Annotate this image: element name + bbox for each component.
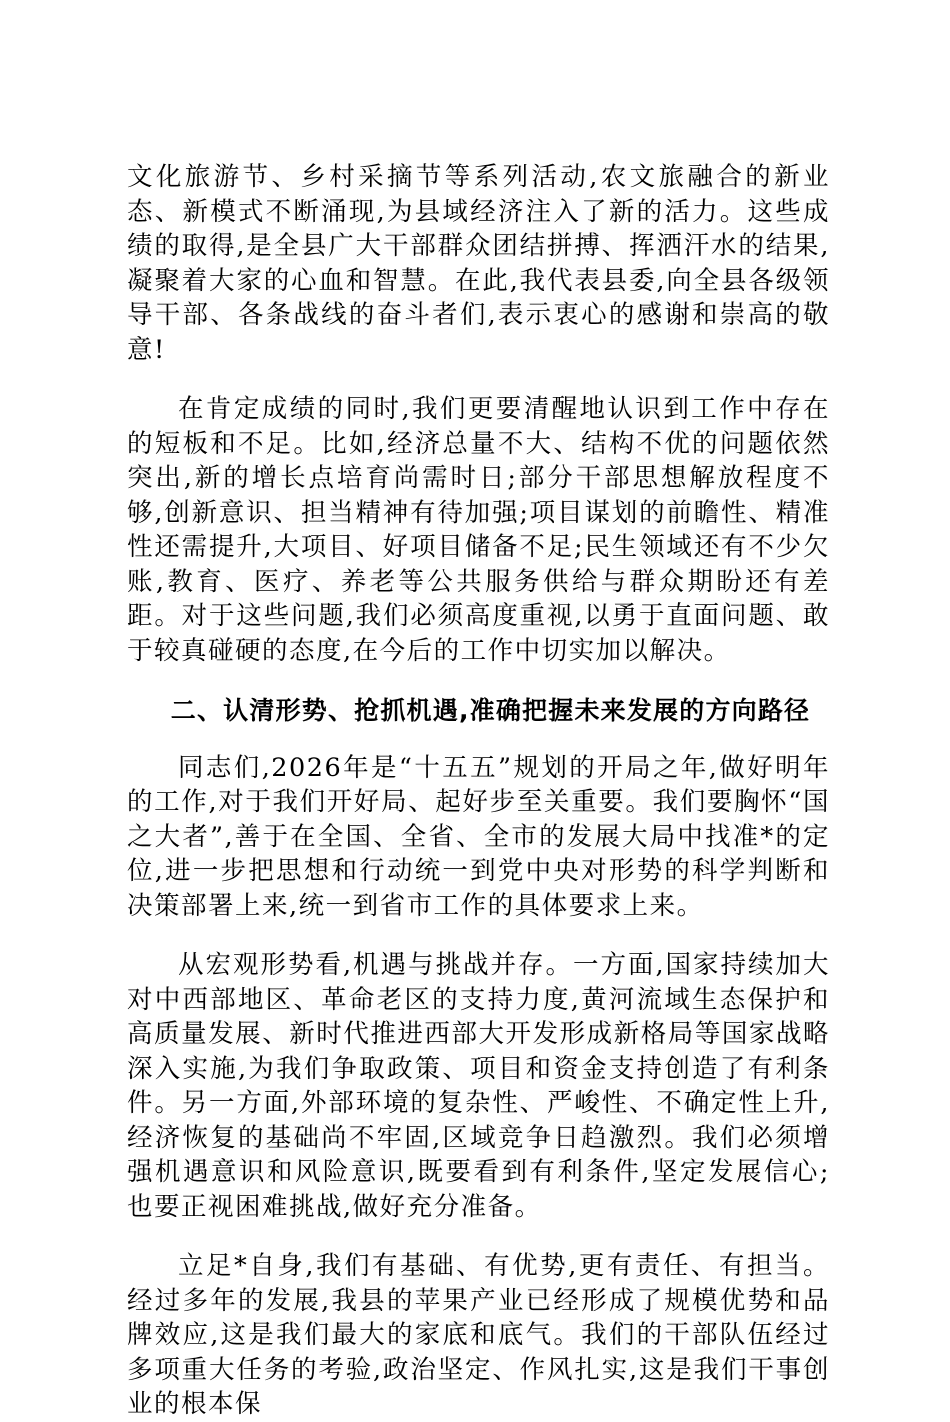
paragraph-continuation: 文化旅游节、乡村采摘节等系列活动,农文旅融合的新业态、新模式不断涌现,为县域经济注入了新的活力。这些成绩的取得,是全县广大干部群众团结拼搏、挥洒汗水的结果,凝聚着大家的心血和智慧。在此,我代表县委,向全县各级领导干部、各条战线的奋斗者们,表示衷心的感谢和崇高的敬意! bbox=[127, 162, 830, 365]
paragraph-macro-situation: 从宏观形势看,机遇与挑战并存。一方面,国家持续加大对中西部地区、革命老区的支持力度,黄河流域生态保护和高质量发展、新时代推进西部大开发形成新格局等国家战略深入实施,为我们争取政策、项目和资金支持创造了有利条件。另一方面,外部环境的复杂性、严峻性、不确定性上升,经济恢复的基础尚不牢固,区域竞争日趋激烈。我们必须增强机遇意识和风险意识,既要看到有利条件,坚定发展信心;也要正视困难挑战,做好充分准备。 bbox=[127, 950, 830, 1222]
paragraph-local-foundation: 立足*自身,我们有基础、有优势,更有责任、有担当。经过多年的发展,我县的苹果产业已经形成了规模优势和品牌效应,这是我们最大的家底和底气。我们的干部队伍经过多项重大任务的考验,政治坚定、作风扎实,这是我们干事创业的根本保 bbox=[127, 1251, 830, 1419]
paragraph-shortcomings: 在肯定成绩的同时,我们更要清醒地认识到工作中存在的短板和不足。比如,经济总量不大、结构不优的问题依然突出,新的增长点培育尚需时日;部分干部思想解放程度不够,创新意识、担当精神有待加强;项目谋划的前瞻性、精准性还需提升,大项目、好项目储备不足;民生领域还有不少欠账,教育、医疗、养老等公共服务供给与群众期盼还有差距。对于这些问题,我们必须高度重视,以勇于直面问题、敢于较真碰硬的态度,在今后的工作中切实加以解决。 bbox=[127, 394, 830, 666]
paragraph-opening-year: 同志们,2026年是“十五五”规划的开局之年,做好明年的工作,对于我们开好局、起好步至关重要。我们要胸怀“国之大者”,善于在全国、全省、全市的发展大局中找准*的定位,进一步把思想和行动统一到党中央对形势的科学判断和决策部署上来,统一到省市工作的具体要求上来。 bbox=[127, 752, 830, 921]
document-body bbox=[127, 160, 830, 1422]
section-heading: 二、认清形势、抢抓机遇,准确把握未来发展的方向路径 bbox=[170, 696, 811, 725]
